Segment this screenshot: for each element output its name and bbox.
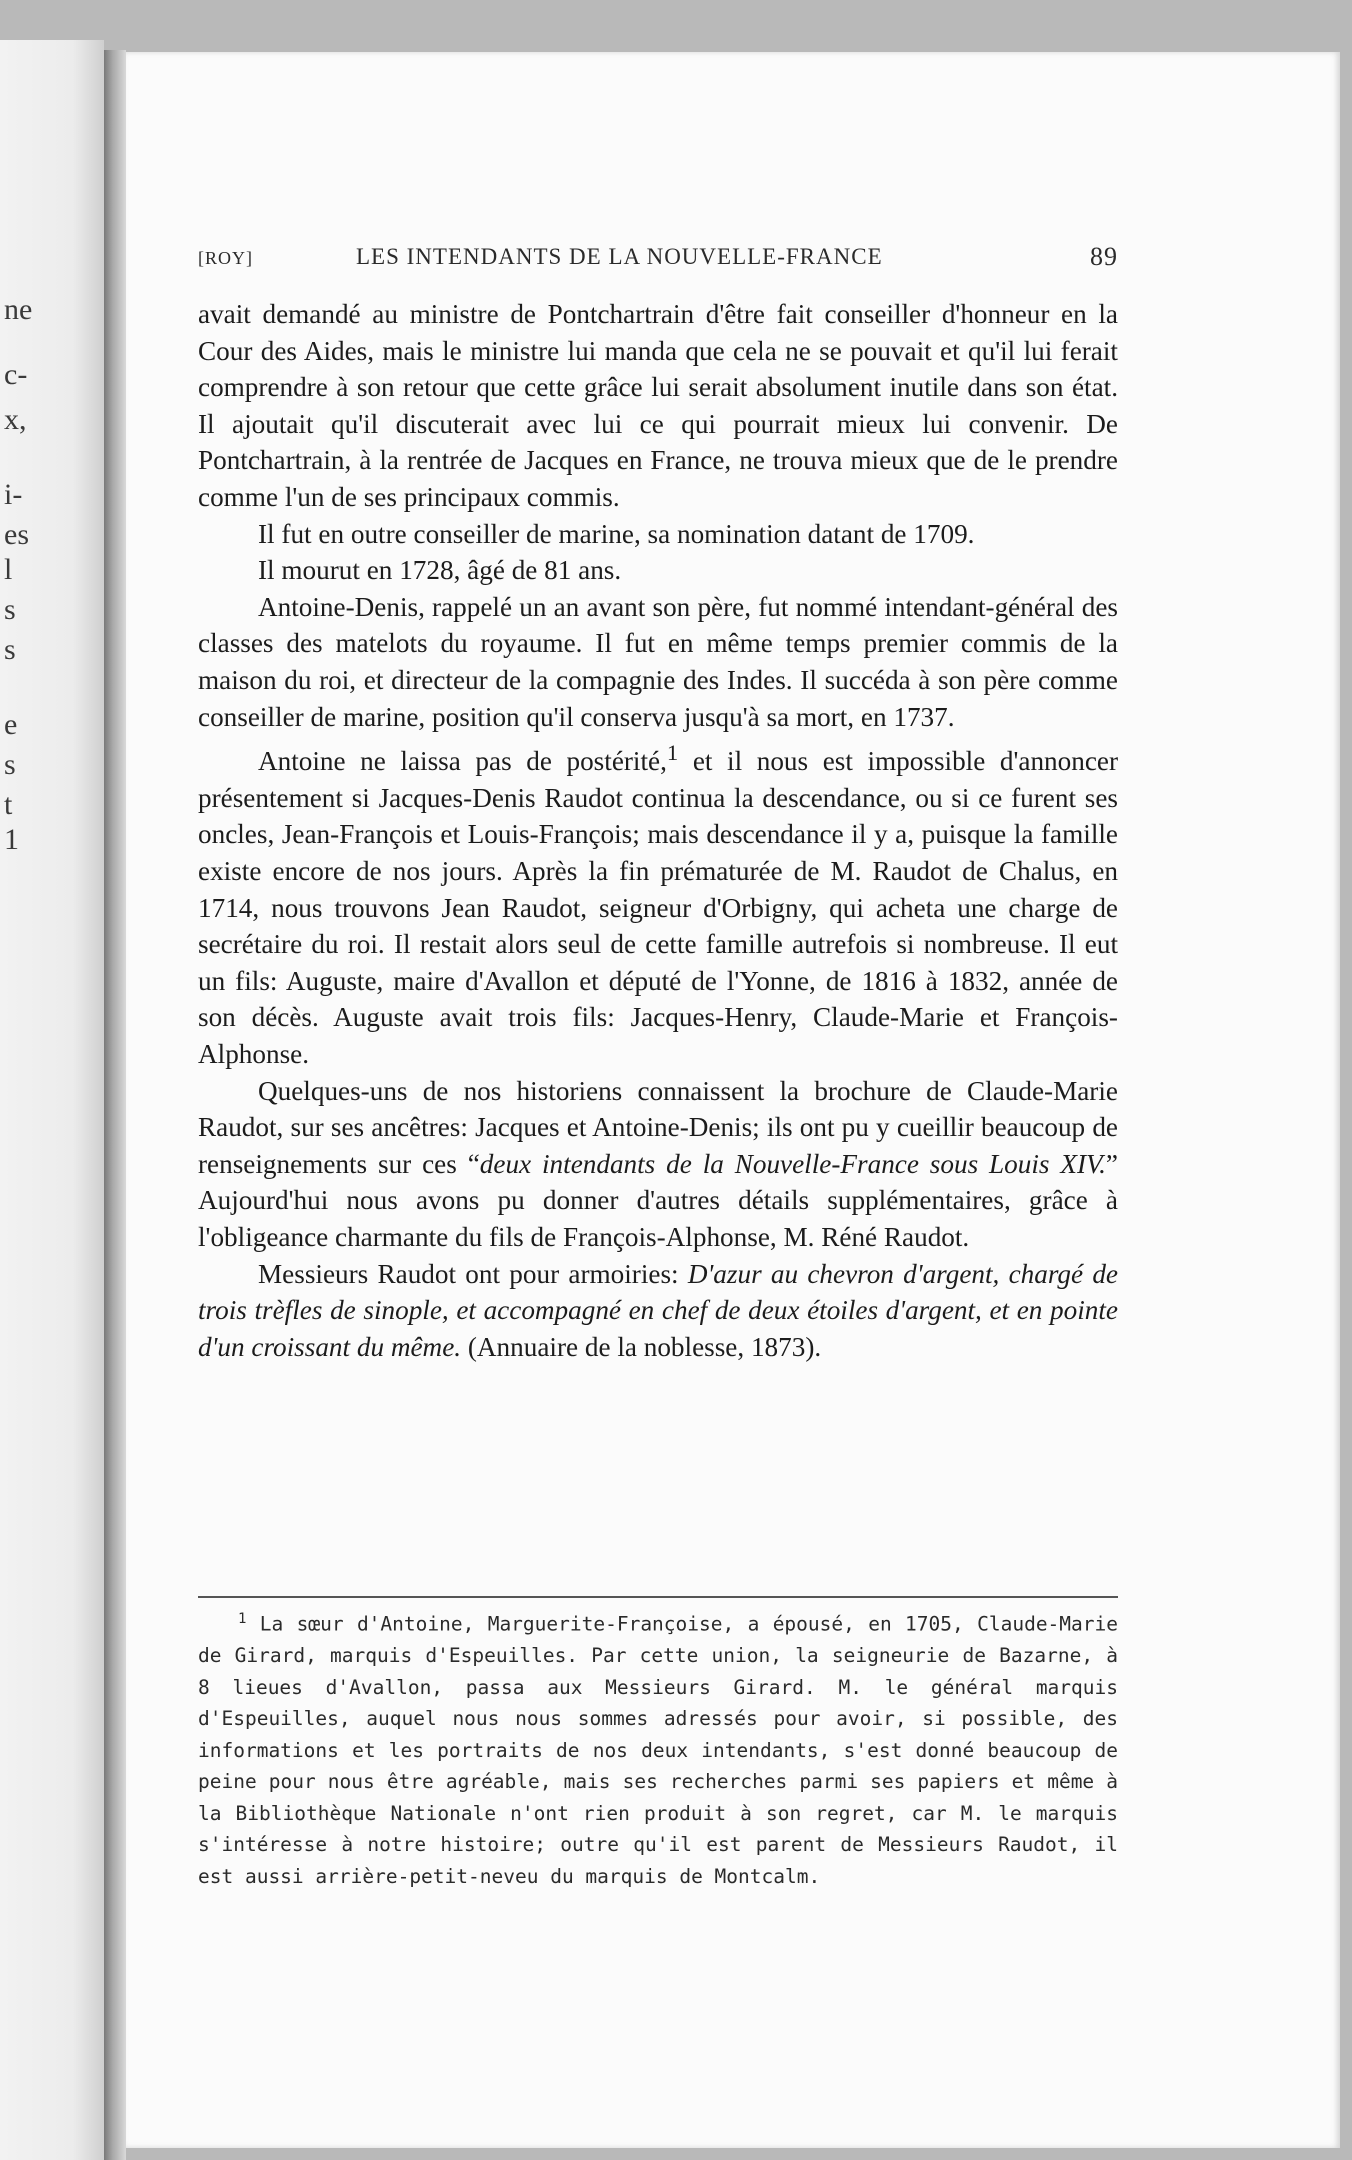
prev-page-fragment: l — [4, 553, 13, 586]
footnote-mark: 1 — [238, 1611, 247, 1627]
footnote — [198, 1604, 1118, 1892]
paragraph: Il fut en outre conseiller de marine, sa nomination datant de 1709. — [258, 518, 975, 549]
page-number: 89 — [1090, 242, 1118, 271]
paragraph — [198, 1073, 1118, 1256]
prev-page-fragment: x, — [4, 403, 27, 436]
paragraph-text: Messieurs Raudot ont pour armoiries: — [258, 1258, 688, 1289]
prev-page-fragment: e — [4, 708, 18, 741]
paragraph-text: et il nous est impossible d'annoncer présentement si Jacques-Denis Raudot continua la descendance, ou si ce furent ses oncles, Jean-François et Louis-François; mais descendance il y a, puisque la famille existe encore de nos jours. Après la fin prématurée de M. Raudot de Chalus, en 1714, nous trouvons Jean Raudot, seigneur d'Orbigny, qui acheta une charge de secrétaire du roi. Il restait alors seul de cette famille autrefois si nombreuse. Il eut un fils: Auguste, maire d'Avallon et député de l'Yonne, de 1816 à 1832, année de son décès. Auguste avait trois fils: Jacques-Henry, Claude-Marie et François-Alphonse. — [198, 746, 1119, 1069]
italic-title: deux intendants de la Nouvelle-France sous Louis XIV. — [479, 1148, 1106, 1179]
prev-page-fragment: t — [4, 788, 13, 821]
previous-page-edge — [0, 40, 104, 2160]
prev-page-fragment: i- — [4, 478, 23, 511]
paragraph-text: (Annuaire de la noblesse, 1873). — [461, 1331, 822, 1362]
paragraph-text: ” Aujourd'hui nous avons pu donner d'autres détails supplémentaires, grâce à l'obligeance charmante du fils de François-Alphonse, M. Réné Raudot. — [198, 1148, 1118, 1252]
running-header — [198, 242, 1118, 282]
prev-page-fragment: s — [4, 748, 16, 781]
paragraph: Antoine-Denis, rappelé un an avant son père, fut nommé intendant-général des classes des matelots du royaume. Il fut en même temps premier commis de la maison du roi, et directeur de la compagnie des Indes. Il succéda à son père comme conseiller de marine, position qu'il conserva jusqu'à sa mort, en 1737. — [198, 591, 1118, 732]
footnote-divider — [198, 1596, 1118, 1598]
paragraph-text: Quelques-uns de nos historiens connaissent la brochure de Claude-Marie Raudot, sur ses ancêtres: Jacques et Antoine-Denis; ils ont pu y cueillir beaucoup de renseignements sur ces “ — [198, 1075, 1118, 1179]
prev-page-fragment: c- — [4, 358, 28, 391]
paragraph — [198, 1256, 1118, 1366]
body-text — [198, 296, 1118, 1365]
paragraph-text: Antoine ne laissa pas de postérité, — [258, 746, 667, 777]
running-title: LES INTENDANTS DE LA NOUVELLE-FRANCE — [356, 244, 883, 269]
paragraph — [198, 735, 1118, 1072]
prev-page-fragment: 1 — [4, 823, 19, 856]
footnote-text: La sœur d'Antoine, Marguerite-Françoise, a épousé, en 1705, Claude-Marie de Girard, marquis d'Espeuilles. Par cette union, la seigneurie de Bazarne, à 8 lieues d'Avallon, passa aux Messieurs Girard. M. le général marquis d'Espeuilles, auquel nous nous sommes adressés pour avoir, si possible, des informations et les portraits de nos deux intendants, s'est donné beaucoup de peine pour nous être agréable, mais ses recherches parmi ses papiers et même à la Bibliothèque Nationale n'ont rien produit à son regret, car M. le marquis s'intéresse à notre histoire; outre qu'il est parent de Messieurs Raudot, il est aussi arrière-petit-neveu du marquis de Montcalm. — [198, 1612, 1118, 1888]
prev-page-fragment: ne — [4, 293, 33, 326]
paragraph: avait demandé au ministre de Pontchartrain d'être fait conseiller d'honneur en la Cour des Aides, mais le ministre lui manda que cela ne se pouvait et qu'il lui ferait comprendre à son retour que cette grâce lui serait absolument inutile dans son état. Il ajoutait qu'il discuterait avec lui ce qui pourrait mieux lui convenir. De Pontchartrain, à la rentrée de Jacques en France, ne trouva mieux que de le prendre comme l'un de ses principaux commis. — [198, 299, 1118, 512]
blazon-text: D'azur au chevron d'argent, chargé de trois trèfles de sinople, et accompagné en chef de deux étoiles d'argent, et en pointe d'un croissant du même. — [198, 1258, 1118, 1362]
prev-page-fragment: s — [4, 633, 16, 666]
prev-page-fragment: s — [4, 593, 16, 626]
paragraph: Il mourut en 1728, âgé de 81 ans. — [258, 555, 622, 586]
prev-page-fragment: es — [4, 518, 29, 551]
footnote-reference: 1 — [666, 740, 679, 766]
author-tag: [ROY] — [198, 248, 253, 268]
book-gutter — [104, 50, 126, 2160]
